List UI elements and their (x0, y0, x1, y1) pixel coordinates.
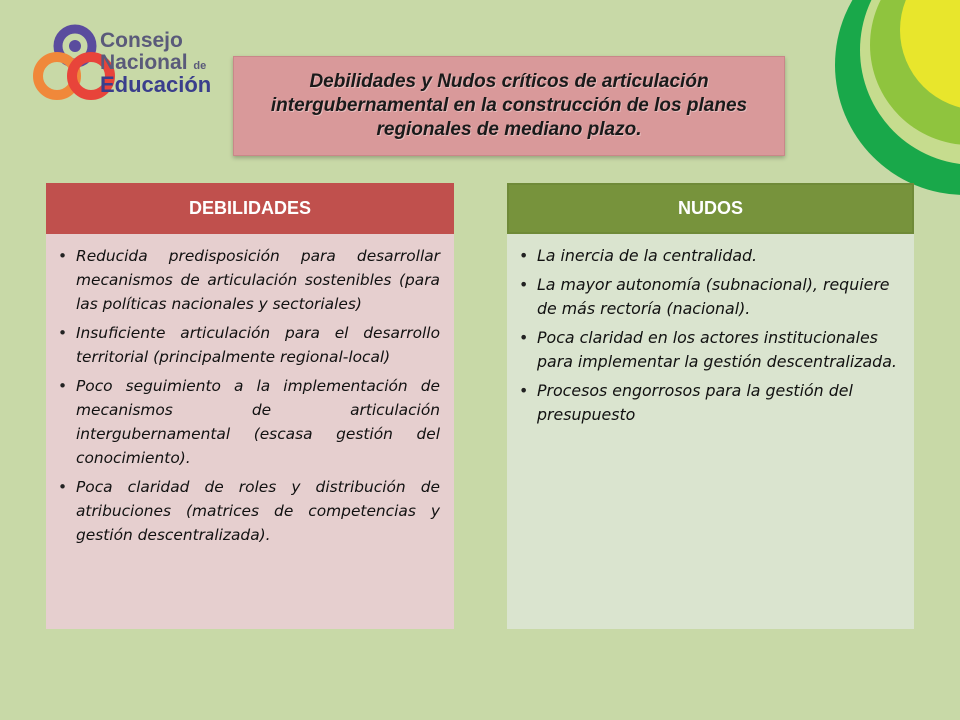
list-item: • Poca claridad de roles y distribución de atribuciones (matrices de competencias y gestión descentralizada). (58, 475, 440, 547)
logo-line-consejo: Consejo (100, 29, 183, 52)
debilidades-header: DEBILIDADES (46, 183, 454, 234)
nudos-header: NUDOS (507, 183, 914, 234)
list-item: • Reducida predisposición para desarrollar mecanismos de articulación sostenibles (para las políticas nacionales y sectoriales) (58, 244, 440, 316)
list-item: • La inercia de la centralidad. (519, 244, 902, 268)
logo-line-educacion: Educación (100, 72, 212, 97)
nudos-list (507, 234, 914, 427)
list-item: • Insuficiente articulación para el desarrollo territorial (principalmente regional-local) (58, 321, 440, 369)
list-item: • La mayor autonomía (subnacional), requiere de más rectoría (nacional). (519, 273, 902, 321)
list-item: • Poco seguimiento a la implementación de mecanismos de articulación intergubernamental (escasa gestión del conocimiento). (58, 374, 440, 470)
list-item: • Poca claridad en los actores institucionales para implementar la gestión descentralizada. (519, 326, 902, 374)
debilidades-panel (46, 183, 454, 629)
debilidades-list (46, 234, 454, 547)
consejo-nacional-logo (30, 22, 230, 110)
title-banner (233, 56, 785, 156)
nudos-panel (507, 183, 914, 629)
decorative-circles (760, 0, 960, 210)
list-item: • Procesos engorrosos para la gestión del presupuesto (519, 379, 902, 427)
logo-line-nacional: Nacional de (100, 51, 207, 74)
page-title: Debilidades y Nudos críticos de articulación intergubernamental en la construcción de los planes regionales de mediano plazo. (270, 71, 748, 140)
